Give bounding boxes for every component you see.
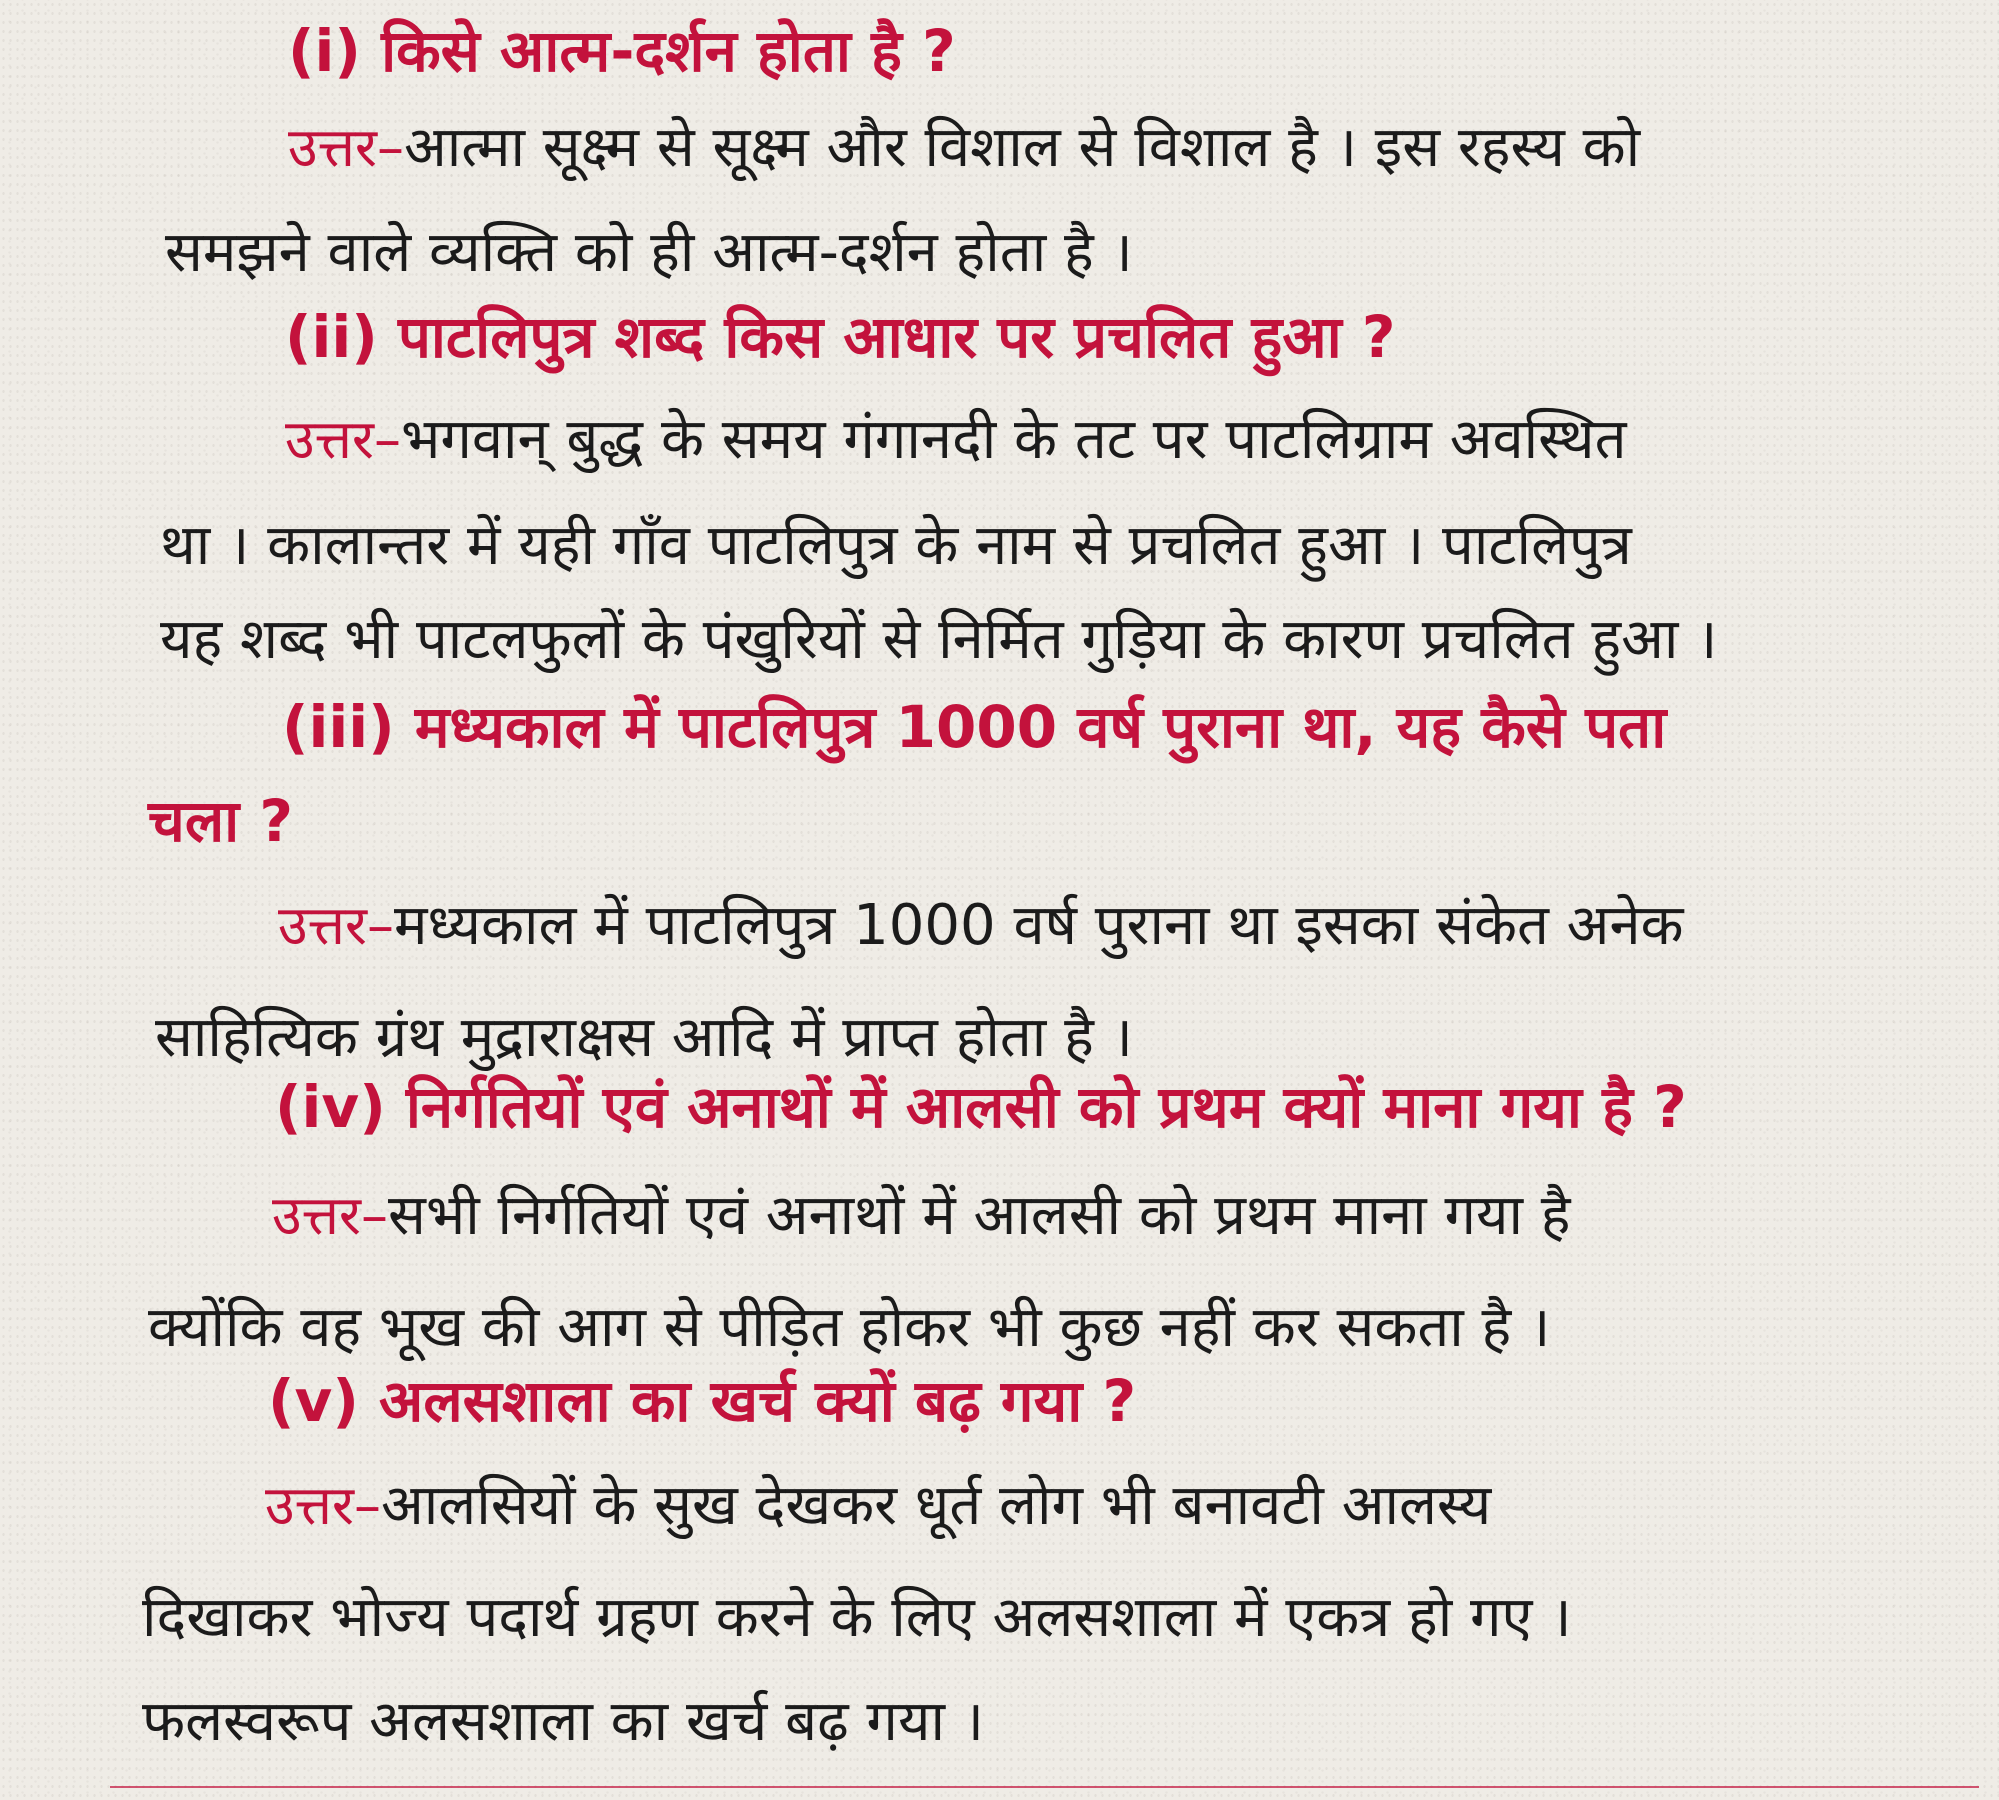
question-4: (iv) निर्गतियों एवं अनाथों में आलसी को प्रथम क्यों माना गया है ? <box>275 1073 1687 1141</box>
answer-2-line-2: था । कालान्तर में यही गाँव पाटलिपुत्र के नाम से प्रचलित हुआ । पाटलिपुत्र <box>160 513 1632 578</box>
answer-3-line-1: उत्तर–मध्यकाल में पाटलिपुत्र 1000 वर्ष पुराना था इसका संकेत अनेक <box>278 893 1684 958</box>
answer-label: उत्तर– <box>272 1184 388 1247</box>
question-3-line-2: चला ? <box>148 787 294 855</box>
answer-label: उत्तर– <box>288 116 404 179</box>
question-5: (v) अलसशाला का खर्च क्यों बढ़ गया ? <box>268 1367 1137 1435</box>
answer-3-line-2: साहित्यिक ग्रंथ मुद्राराक्षस आदि में प्राप्त होता है । <box>155 1005 1133 1070</box>
question-3-line-1: (iii) मध्यकाल में पाटलिपुत्र 1000 वर्ष पुराना था, यह कैसे पता <box>282 693 1667 761</box>
answer-1-line-2: समझने वाले व्यक्ति को ही आत्म-दर्शन होता है । <box>165 220 1133 285</box>
answer-2-line-1: उत्तर–भगवान् बुद्ध के समय गंगानदी के तट पर पाटलिग्राम अवस्थित <box>285 407 1627 472</box>
answer-4-line-2: क्योंकि वह भूख की आग से पीड़ित होकर भी कुछ नहीं कर सकता है । <box>148 1295 1551 1360</box>
answer-5-line-2: दिखाकर भोज्य पदार्थ ग्रहण करने के लिए अलसशाला में एकत्र हो गए । <box>142 1585 1572 1650</box>
answer-5-line-3: फलस्वरूप अलसशाला का खर्च बढ़ गया । <box>142 1689 984 1754</box>
answer-label: उत्तर– <box>265 1474 381 1537</box>
answer-5-line-1: उत्तर–आलसियों के सुख देखकर धूर्त लोग भी बनावटी आलस्य <box>265 1473 1492 1538</box>
answer-label: उत्तर– <box>278 894 394 957</box>
question-2: (ii) पाटलिपुत्र शब्द किस आधार पर प्रचलित हुआ ? <box>285 303 1396 371</box>
answer-4-line-1: उत्तर–सभी निर्गतियों एवं अनाथों में आलसी को प्रथम माना गया है <box>272 1183 1571 1248</box>
question-1: (i) किसे आत्म-दर्शन होता है ? <box>288 17 956 85</box>
answer-2-line-3: यह शब्द भी पाटलफुलों के पंखुरियों से निर्मित गुड़िया के कारण प्रचलित हुआ । <box>160 607 1718 672</box>
answer-1-line-1: उत्तर–आत्मा सूक्ष्म से सूक्ष्म और विशाल से विशाल है । इस रहस्य को <box>288 115 1641 180</box>
answer-label: उत्तर– <box>285 408 401 471</box>
page-bottom-rule <box>110 1786 1979 1788</box>
